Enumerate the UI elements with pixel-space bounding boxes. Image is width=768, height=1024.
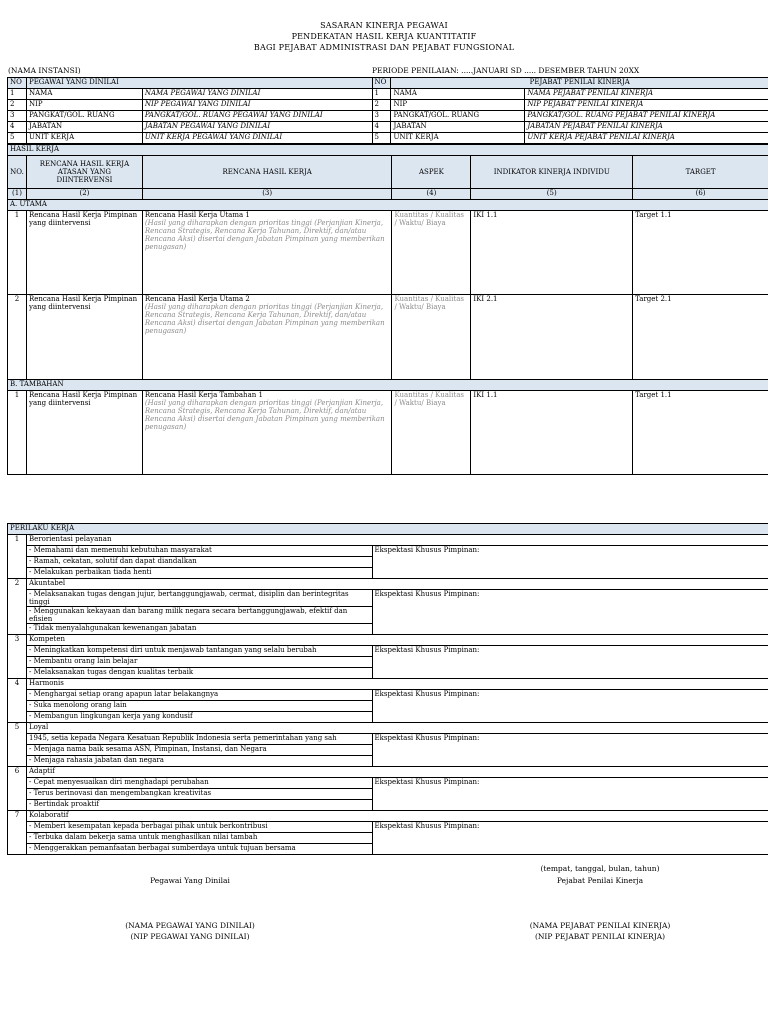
perilaku-title-row bbox=[8, 767, 768, 778]
perilaku-line-row bbox=[8, 646, 768, 657]
ekspektasi-label: Ekspektasi Khusus Pimpinan: bbox=[372, 646, 768, 679]
perilaku-title: Berorientasi pelayanan bbox=[26, 535, 768, 546]
perilaku-title-row bbox=[8, 679, 768, 690]
pegawai-value: UNIT KERJA PEGAWAI YANG DINILAI bbox=[142, 133, 372, 144]
doc-title: SASARAN KINERJA PEGAWAI bbox=[320, 21, 448, 30]
info-label: PANGKAT/GOL. RUANG bbox=[391, 111, 525, 122]
hasil-kerja-table bbox=[7, 144, 768, 475]
aspek-value: Kuantitas / Kualitas / Waktu/ Biaya bbox=[392, 295, 471, 380]
info-row bbox=[8, 111, 768, 122]
perilaku-title: Adaptif bbox=[26, 767, 768, 778]
rhk-atasan: Rencana Hasil Kerja Pimpinan yang diintervensi bbox=[26, 211, 142, 295]
perilaku-line-row bbox=[8, 546, 768, 557]
instansi-label: (NAMA INSTANSI) bbox=[8, 66, 81, 75]
perilaku-line: - Memahami dan memenuhi kebutuhan masyarakat bbox=[26, 546, 372, 557]
ekspektasi-label: Ekspektasi Khusus Pimpinan: bbox=[372, 778, 768, 811]
info-label: UNIT KERJA bbox=[26, 133, 142, 144]
perilaku-line: - Meningkatkan kompetensi diri untuk menjawab tantangan yang selalu berubah bbox=[26, 646, 372, 657]
pegawai-value: JABATAN PEGAWAI YANG DINILAI bbox=[142, 122, 372, 133]
perilaku-title-row bbox=[8, 723, 768, 734]
perilaku-line: - Menjaga nama baik sesama ASN, Pimpinan, Instansi, dan Negara bbox=[26, 745, 372, 756]
hasil-row bbox=[8, 295, 768, 380]
section-utama: A. UTAMA bbox=[8, 200, 768, 211]
info-label: JABATAN bbox=[391, 122, 525, 133]
perilaku-line: - Menggerakkan pemanfaatan berbagai sumberdaya untuk tujuan bersama bbox=[26, 844, 372, 855]
perilaku-line: - Melaksanakan tugas dengan kualitas terbaik bbox=[26, 668, 372, 679]
aspek-value: Kuantitas / Kualitas / Waktu/ Biaya bbox=[392, 211, 471, 295]
ekspektasi-label: Ekspektasi Khusus Pimpinan: bbox=[372, 822, 768, 855]
pejabat-value: JABATAN PEJABAT PENILAI KINERJA bbox=[525, 122, 768, 133]
perilaku-line: - Membantu orang lain belajar bbox=[26, 657, 372, 668]
col-num: (5) bbox=[471, 189, 633, 200]
row-no: 2 bbox=[8, 295, 27, 380]
info-no: 1 bbox=[8, 89, 27, 100]
section-perilaku-kerja: PERILAKU KERJA bbox=[8, 524, 768, 535]
perilaku-line: - Terbuka dalam bekerja sama untuk menghasilkan nilai tambah bbox=[26, 833, 372, 844]
info-label: UNIT KERJA bbox=[391, 133, 525, 144]
section-hasil-kerja: HASIL KERJA bbox=[8, 145, 768, 156]
perilaku-line: - Menjaga rahasia jabatan dan negara bbox=[26, 756, 372, 767]
col-no: NO. bbox=[8, 156, 27, 189]
perilaku-line: - Menggunakan kekayaan dan barang milik negara secara bertanggungjawab, efektif dan efisien bbox=[26, 607, 372, 624]
row-no: 1 bbox=[8, 211, 27, 295]
ekspektasi-label: Ekspektasi Khusus Pimpinan: bbox=[372, 734, 768, 767]
section-tambahan: B. TAMBAHAN bbox=[8, 380, 768, 391]
ekspektasi-label: Ekspektasi Khusus Pimpinan: bbox=[372, 690, 768, 723]
perilaku-line-row bbox=[8, 734, 768, 745]
info-row bbox=[8, 133, 768, 144]
no-header: NO bbox=[372, 78, 391, 89]
info-no: 4 bbox=[8, 122, 27, 133]
iki-value: IKI 1.1 bbox=[471, 391, 633, 475]
col-num: (4) bbox=[392, 189, 471, 200]
pejabat-value: NAMA PEJABAT PENILAI KINERJA bbox=[525, 89, 768, 100]
rhk-description: (Hasil yang diharapkan dengan prioritas tinggi (Perjanjian Kinerja, Rencana Strategis, Rencana Kerja Tahunan, Direktif, dan/atau Rencana Aksi) disertai dengan Jabatan Pimpinan yang memberikan penugasan) bbox=[144, 219, 385, 251]
signer-left-name: (NAMA PEGAWAI YANG DINILAI) bbox=[125, 921, 255, 930]
info-no: 1 bbox=[372, 89, 391, 100]
iki-value: IKI 2.1 bbox=[471, 295, 633, 380]
rhk-atasan: Rencana Hasil Kerja Pimpinan yang diintervensi bbox=[26, 295, 142, 380]
info-label: NAMA bbox=[391, 89, 525, 100]
aspek-value: Kuantitas / Kualitas / Waktu/ Biaya bbox=[392, 391, 471, 475]
perilaku-no: 5 bbox=[8, 723, 27, 767]
info-no: 5 bbox=[8, 133, 27, 144]
col-num: (1) bbox=[8, 189, 27, 200]
perilaku-title: Harmonis bbox=[26, 679, 768, 690]
info-table bbox=[7, 77, 768, 144]
perilaku-line: - Ramah, cekatan, solutif dan dapat diandalkan bbox=[26, 557, 372, 568]
perilaku-line: - Tidak menyalahgunakan kewenangan jabatan bbox=[26, 624, 372, 635]
info-no: 3 bbox=[8, 111, 27, 122]
perilaku-title: Kompeten bbox=[26, 635, 768, 646]
pejabat-header: PEJABAT PENILAI KINERJA bbox=[391, 78, 768, 89]
periode-label: PERIODE PENILAIAN: .....JANUARI SD ..... DESEMBER TAHUN 20XX bbox=[372, 66, 640, 75]
col-aspek: ASPEK bbox=[392, 156, 471, 189]
info-label: JABATAN bbox=[26, 122, 142, 133]
col-target: TARGET bbox=[633, 156, 768, 189]
perilaku-no: 3 bbox=[8, 635, 27, 679]
info-no: 4 bbox=[372, 122, 391, 133]
rhk-cell bbox=[142, 391, 392, 475]
perilaku-no: 7 bbox=[8, 811, 27, 855]
doc-subtitle-1: PENDEKATAN HASIL KERJA KUANTITATIF bbox=[291, 32, 477, 41]
pejabat-value: NIP PEJABAT PENILAI KINERJA bbox=[525, 100, 768, 111]
perilaku-title-row bbox=[8, 811, 768, 822]
col-num: (2) bbox=[26, 189, 142, 200]
signer-left-nip: (NIP PEGAWAI YANG DINILAI) bbox=[130, 932, 250, 941]
rhk-description: (Hasil yang diharapkan dengan prioritas tinggi (Perjanjian Kinerja, Rencana Strategis, Rencana Kerja Tahunan, Direktif, dan/atau Rencana Aksi) disertai dengan Jabatan Pimpinan yang memberikan penugasan) bbox=[144, 303, 385, 335]
row-no: 1 bbox=[8, 391, 27, 475]
info-label: PANGKAT/GOL. RUANG bbox=[26, 111, 142, 122]
perilaku-no: 6 bbox=[8, 767, 27, 811]
rhk-cell bbox=[142, 295, 392, 380]
signer-right-name: (NAMA PEJABAT PENILAI KINERJA) bbox=[529, 921, 671, 930]
perilaku-title-row bbox=[8, 635, 768, 646]
col-iki: INDIKATOR KINERJA INDIVIDU bbox=[471, 156, 633, 189]
signer-right-title: Pejabat Penilai Kinerja bbox=[556, 876, 644, 885]
perilaku-title: Kolaboratif bbox=[26, 811, 768, 822]
pejabat-value: UNIT KERJA PEJABAT PENILAI KINERJA bbox=[525, 133, 768, 144]
pegawai-value: NIP PEGAWAI YANG DINILAI bbox=[142, 100, 372, 111]
perilaku-line-row bbox=[8, 778, 768, 789]
col-num: (3) bbox=[142, 189, 392, 200]
perilaku-line: - Terus berinovasi dan mengembangkan kreativitas bbox=[26, 789, 372, 800]
perilaku-line: - Bertindak proaktif bbox=[26, 800, 372, 811]
perilaku-line-row bbox=[8, 690, 768, 701]
info-label: NAMA bbox=[26, 89, 142, 100]
rhk-title: Rencana Hasil Kerja Utama 1 bbox=[144, 211, 250, 219]
perilaku-line: - Melaksanakan tugas dengan jujur, bertanggungjawab, cermat, disiplin dan berintegritas tinggi bbox=[26, 590, 372, 607]
doc-subtitle-2: BAGI PEJABAT ADMINISTRASI DAN PEJABAT FUNGSIONAL bbox=[253, 43, 515, 52]
perilaku-line: - Menghargai setiap orang apapun latar belakangnya bbox=[26, 690, 372, 701]
pegawai-value: NAMA PEGAWAI YANG DINILAI bbox=[142, 89, 372, 100]
hasil-row bbox=[8, 391, 768, 475]
signer-right-nip: (NIP PEJABAT PENILAI KINERJA) bbox=[534, 932, 666, 941]
info-label: NIP bbox=[391, 100, 525, 111]
perilaku-line-row bbox=[8, 822, 768, 833]
perilaku-no: 4 bbox=[8, 679, 27, 723]
perilaku-line-row bbox=[8, 590, 768, 607]
info-row bbox=[8, 89, 768, 100]
ekspektasi-label: Ekspektasi Khusus Pimpinan: bbox=[372, 546, 768, 579]
col-rhk: RENCANA HASIL KERJA bbox=[142, 156, 392, 189]
perilaku-line: - Membangun lingkungan kerja yang kondusif bbox=[26, 712, 372, 723]
col-atasan: RENCANA HASIL KERJA ATASAN YANG DIINTERVENSI bbox=[26, 156, 142, 189]
info-no: 2 bbox=[8, 100, 27, 111]
perilaku-kerja-table bbox=[7, 523, 768, 855]
perilaku-line: - Melakukan perbaikan tiada henti bbox=[26, 568, 372, 579]
target-value: Target 2.1 bbox=[633, 295, 768, 380]
perilaku-title: Loyal bbox=[26, 723, 768, 734]
perilaku-line: - Memberi kesempatan kepada berbagai pihak untuk berkontribusi bbox=[26, 822, 372, 833]
info-no: 5 bbox=[372, 133, 391, 144]
info-row bbox=[8, 122, 768, 133]
perilaku-no: 1 bbox=[8, 535, 27, 579]
target-value: Target 1.1 bbox=[633, 211, 768, 295]
target-value: Target 1.1 bbox=[633, 391, 768, 475]
info-label: NIP bbox=[26, 100, 142, 111]
perilaku-title: Akuntabel bbox=[26, 579, 768, 590]
rhk-cell bbox=[142, 211, 392, 295]
info-no: 3 bbox=[372, 111, 391, 122]
pegawai-value: PANGKAT/GOL. RUANG PEGAWAI YANG DINILAI bbox=[142, 111, 372, 122]
ekspektasi-label: Ekspektasi Khusus Pimpinan: bbox=[372, 590, 768, 635]
col-num: (6) bbox=[633, 189, 768, 200]
no-header: NO bbox=[8, 78, 27, 89]
perilaku-line: - Suka menolong orang lain bbox=[26, 701, 372, 712]
perilaku-title-row bbox=[8, 535, 768, 546]
iki-value: IKI 1.1 bbox=[471, 211, 633, 295]
perilaku-line: 1945, setia kepada Negara Kesatuan Republik Indonesia serta pemerintahan yang sah bbox=[26, 734, 372, 745]
info-no: 2 bbox=[372, 100, 391, 111]
info-row bbox=[8, 100, 768, 111]
perilaku-title-row bbox=[8, 579, 768, 590]
rhk-description: (Hasil yang diharapkan dengan prioritas tinggi (Perjanjian Kinerja, Rencana Strategis, Rencana Kerja Tahunan, Direktif, dan/atau Rencana Aksi) disertai dengan Jabatan Pimpinan yang memberikan penugasan) bbox=[144, 399, 385, 431]
rhk-atasan: Rencana Hasil Kerja Pimpinan yang diintervensi bbox=[26, 391, 142, 475]
pegawai-header: PEGAWAI YANG DINILAI bbox=[26, 78, 372, 89]
pejabat-value: PANGKAT/GOL. RUANG PEJABAT PENILAI KINERJA bbox=[525, 111, 768, 122]
rhk-title: Rencana Hasil Kerja Utama 2 bbox=[144, 295, 250, 303]
perilaku-line: - Cepat menyesuaikan diri menghadapi perubahan bbox=[26, 778, 372, 789]
signer-left-title: Pegawai Yang Dinilai bbox=[150, 876, 230, 885]
perilaku-no: 2 bbox=[8, 579, 27, 635]
place-date: (tempat, tanggal, bulan, tahun) bbox=[540, 864, 660, 873]
rhk-title: Rencana Hasil Kerja Tambahan 1 bbox=[144, 391, 263, 399]
hasil-row bbox=[8, 211, 768, 295]
